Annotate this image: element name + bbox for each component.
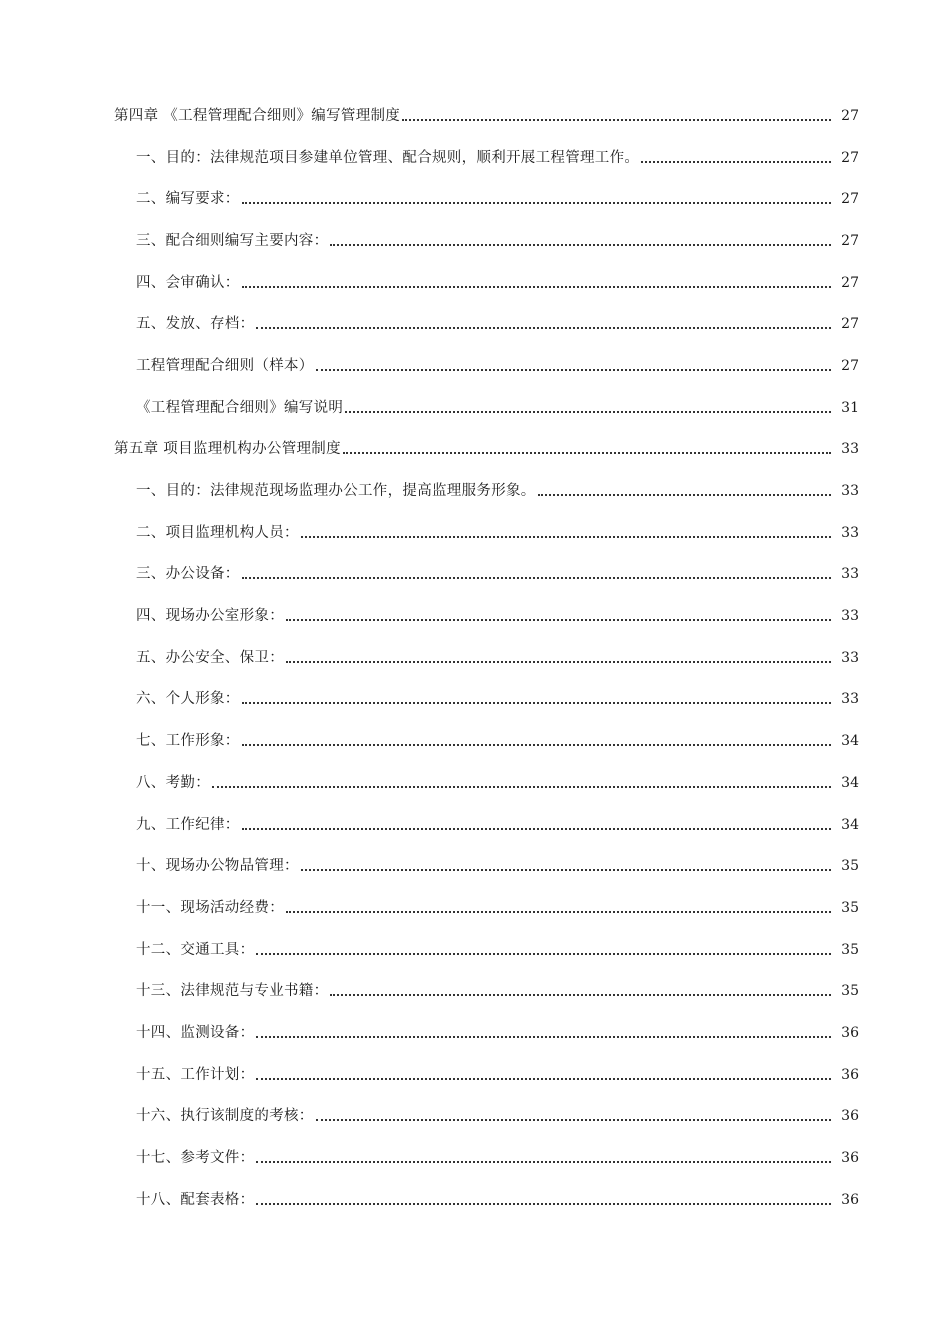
dot-leader xyxy=(256,940,831,960)
toc-chapter-entry[interactable] xyxy=(0,95,950,137)
toc-page-number: 36 xyxy=(841,1108,859,1125)
toc-entry-title: 十三、法律规范与专业书籍： xyxy=(136,983,329,1000)
toc-entry-title: 十七、参考文件： xyxy=(136,1150,255,1167)
toc-entry-title: 七、工作形象： xyxy=(136,733,240,750)
toc-section-entry[interactable] xyxy=(0,345,950,387)
toc-entry-title: 十一、现场活动经费： xyxy=(136,899,284,916)
toc-section-entry[interactable] xyxy=(0,470,950,512)
toc-entry-title: 十、现场办公物品管理： xyxy=(136,858,299,875)
toc-page-number: 27 xyxy=(841,191,859,208)
toc-page-number: 27 xyxy=(841,107,859,124)
dot-leader xyxy=(301,523,831,543)
toc-page-number: 33 xyxy=(841,691,859,708)
toc-entry-title: 《工程管理配合细则》编写说明 xyxy=(136,399,344,416)
toc-chapter-entry[interactable] xyxy=(0,429,950,471)
dot-leader xyxy=(286,898,831,918)
toc-section-entry[interactable] xyxy=(0,220,950,262)
toc-entry-title: 八、考勤： xyxy=(136,774,210,791)
toc-page-number: 35 xyxy=(841,941,859,958)
toc-section-entry[interactable] xyxy=(0,554,950,596)
dot-leader xyxy=(316,1106,831,1126)
toc-section-entry[interactable] xyxy=(0,637,950,679)
toc-entry-title: 十二、交通工具： xyxy=(136,941,255,958)
toc-entry-title: 十五、工作计划： xyxy=(136,1066,255,1083)
dot-leader xyxy=(242,815,831,835)
toc-entry-title: 五、发放、存档： xyxy=(136,316,255,333)
toc-section-entry[interactable] xyxy=(0,595,950,637)
toc-section-entry[interactable] xyxy=(0,720,950,762)
toc-entry-title: 十六、执行该制度的考核： xyxy=(136,1108,314,1125)
toc-page-number: 33 xyxy=(841,441,859,458)
toc-entry-title: 九、工作纪律： xyxy=(136,816,240,833)
toc-entry-title: 十八、配套表格： xyxy=(136,1191,255,1208)
toc-page-number: 36 xyxy=(841,1024,859,1041)
dot-leader xyxy=(345,398,831,418)
toc-section-entry[interactable] xyxy=(0,762,950,804)
dot-leader xyxy=(343,439,831,459)
toc-section-entry[interactable] xyxy=(0,262,950,304)
dot-leader xyxy=(330,981,831,1001)
toc-page-number: 27 xyxy=(841,357,859,374)
toc-entry-title: 工程管理配合细则（样本） xyxy=(136,357,314,374)
toc-entry-title: 第五章 项目监理机构办公管理制度 xyxy=(114,441,341,458)
toc-section-entry[interactable] xyxy=(0,804,950,846)
toc-page-number: 33 xyxy=(841,608,859,625)
toc-section-entry[interactable] xyxy=(0,178,950,220)
toc-entry-title: 四、会审确认： xyxy=(136,274,240,291)
toc-section-entry[interactable] xyxy=(0,512,950,554)
toc-page-number: 35 xyxy=(841,983,859,1000)
toc-section-entry[interactable] xyxy=(0,1096,950,1138)
toc-section-entry[interactable] xyxy=(0,303,950,345)
dot-leader xyxy=(242,564,831,584)
dot-leader xyxy=(256,1148,831,1168)
toc-page-number: 35 xyxy=(841,899,859,916)
toc-page-number: 33 xyxy=(841,649,859,666)
toc-entry-title: 六、个人形象： xyxy=(136,691,240,708)
dot-leader xyxy=(330,231,831,251)
toc-page-number: 34 xyxy=(841,816,859,833)
toc-section-entry[interactable] xyxy=(0,1179,950,1221)
dot-leader xyxy=(242,731,831,751)
toc-entry-title: 第四章 《工程管理配合细则》编写管理制度 xyxy=(114,107,401,124)
toc-page-number: 36 xyxy=(841,1150,859,1167)
toc-section-entry[interactable] xyxy=(0,845,950,887)
toc-page-number: 27 xyxy=(841,316,859,333)
toc-section-entry[interactable] xyxy=(0,1054,950,1096)
dot-leader xyxy=(286,606,831,626)
toc-entry-title: 一、目的：法律规范项目参建单位管理、配合规则，顺利开展工程管理工作。 xyxy=(136,149,640,166)
toc-section-entry[interactable] xyxy=(0,137,950,179)
toc-page-number: 33 xyxy=(841,524,859,541)
toc-page-number: 34 xyxy=(841,733,859,750)
toc-entry-title: 四、现场办公室形象： xyxy=(136,608,284,625)
dot-leader xyxy=(242,689,831,709)
toc-page-number: 27 xyxy=(841,149,859,166)
dot-leader xyxy=(286,648,831,668)
toc-entry-title: 二、项目监理机构人员： xyxy=(136,524,299,541)
toc-section-entry[interactable] xyxy=(0,679,950,721)
toc-page-number: 36 xyxy=(841,1191,859,1208)
toc-page-number: 36 xyxy=(841,1066,859,1083)
dot-leader xyxy=(256,1190,831,1210)
toc-section-entry[interactable] xyxy=(0,929,950,971)
toc-section-entry[interactable] xyxy=(0,887,950,929)
toc-section-entry[interactable] xyxy=(0,970,950,1012)
dot-leader xyxy=(242,273,831,293)
toc-section-entry[interactable] xyxy=(0,1137,950,1179)
dot-leader xyxy=(242,189,831,209)
dot-leader xyxy=(641,148,831,168)
dot-leader xyxy=(256,314,831,334)
toc-page-number: 27 xyxy=(841,232,859,249)
toc-entry-title: 十四、监测设备： xyxy=(136,1024,255,1041)
toc-page-number: 35 xyxy=(841,858,859,875)
toc-page-number: 31 xyxy=(841,399,859,416)
dot-leader xyxy=(256,1023,831,1043)
table-of-contents xyxy=(0,95,950,1221)
dot-leader xyxy=(402,106,831,126)
dot-leader xyxy=(256,1065,831,1085)
dot-leader xyxy=(538,481,831,501)
toc-entry-title: 三、配合细则编写主要内容： xyxy=(136,232,329,249)
toc-entry-title: 二、编写要求： xyxy=(136,191,240,208)
toc-entry-title: 三、办公设备： xyxy=(136,566,240,583)
toc-section-entry[interactable] xyxy=(0,387,950,429)
toc-page-number: 33 xyxy=(841,483,859,500)
toc-page-number: 27 xyxy=(841,274,859,291)
toc-page-number: 34 xyxy=(841,774,859,791)
toc-entry-title: 五、办公安全、保卫： xyxy=(136,649,284,666)
toc-page-number: 33 xyxy=(841,566,859,583)
dot-leader xyxy=(301,856,831,876)
dot-leader xyxy=(316,356,831,376)
toc-section-entry[interactable] xyxy=(0,1012,950,1054)
dot-leader xyxy=(212,773,831,793)
toc-entry-title: 一、目的：法律规范现场监理办公工作，提高监理服务形象。 xyxy=(136,483,536,500)
